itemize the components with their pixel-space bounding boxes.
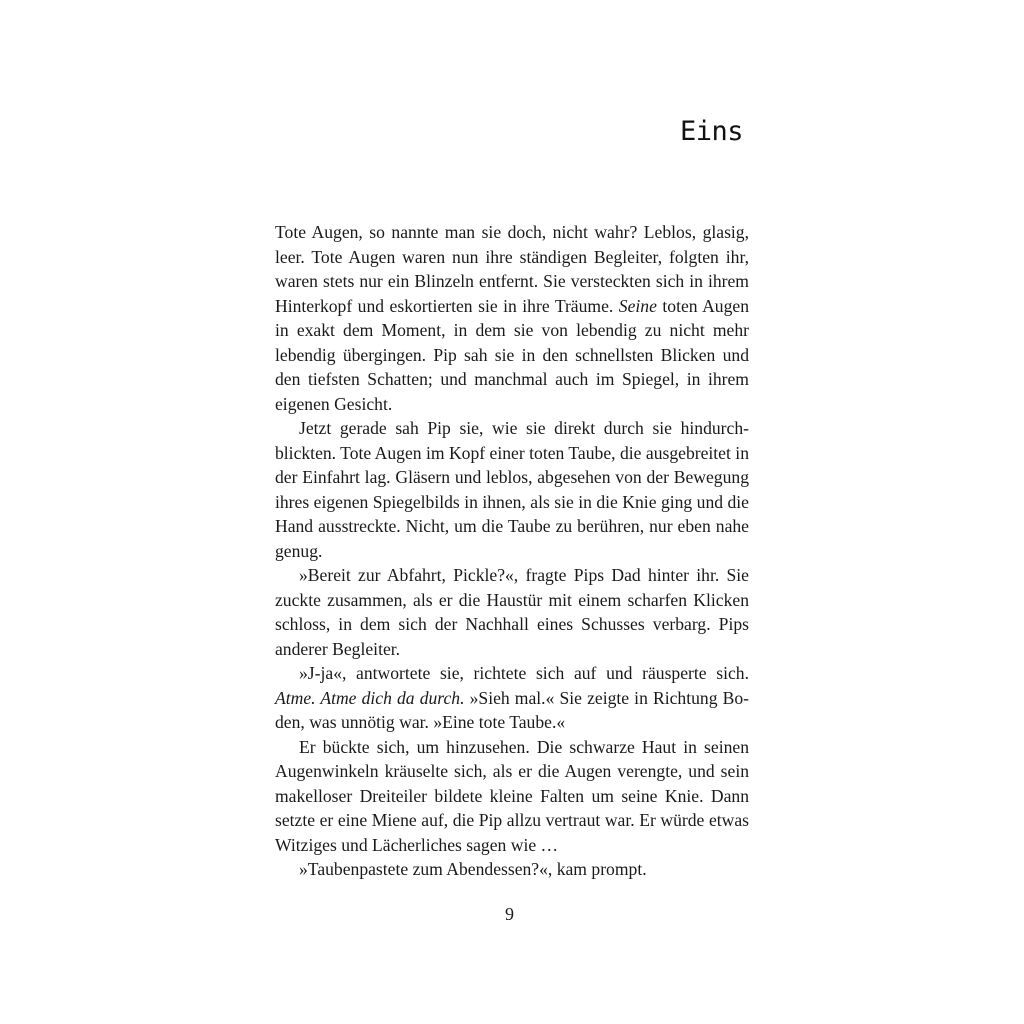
text-segment: toten Augen in exakt dem Moment, in dem sie von lebendig zu nicht mehr lebendig übergingen. Pip sah sie in den schnellsten Blicken und den tiefsten Schatten; und manchmal auch im Spiegel, in ihrem eigenen Gesicht. <box>275 295 749 414</box>
page-number: 9 <box>505 904 514 924</box>
italic-segment: Seine <box>618 295 657 316</box>
paragraph <box>275 661 749 735</box>
text-segment: »Taubenpastete zum Abendessen?«, kam prompt. <box>299 859 647 879</box>
chapter-title: Eins <box>679 116 743 147</box>
paragraph <box>275 735 749 858</box>
text-segment: Jetzt gerade sah Pip sie, wie sie direkt durch sie hindurchblickten. Tote Augen im Kopf einer toten Taube, die ausgebreitet in der Einfahrt lag. Gläsern und leblos, abgesehen von der Bewegung ihres eigenen Spiegelbilds in ihnen, als sie in die Knie ging und die Hand ausstreckte. Nicht, um die Taube zu berühren, nur eben nahe genug. <box>275 418 749 561</box>
text-segment: »Bereit zur Abfahrt, Pickle?«, fragte Pips Dad hinter ihr. Sie zuckte zusammen, als er die Haustür mit einem scharfen Klicken schloss, in dem sich der Nachhall eines Schusses verbarg. Pips anderer Begleiter. <box>275 565 749 659</box>
text-segment: Er bückte sich, um hinzusehen. Die schwarze Haut in seinen Augenwinkeln kräuselte sich, als er die Augen verengte, und sein makelloser Dreiteiler bildete kleine Falten um seine Knie. Dann setzte er eine Miene auf, die Pip allzu vertraut war. Er würde etwas Witziges und Lächerliches sagen wie … <box>275 736 749 855</box>
body-text <box>275 220 749 882</box>
paragraph <box>275 220 749 416</box>
paragraph <box>275 416 749 563</box>
text-segment: »J-ja«, antwortete sie, richtete sich auf und räusperte sich. <box>299 663 749 683</box>
text-segment: »Sieh mal.« Sie zeigte in Richtung Boden, was unnötig war. »Eine tote Taube.« <box>275 687 749 732</box>
paragraph <box>275 563 749 661</box>
text-segment: Tote Augen, so nannte man sie doch, nicht wahr? Leblos, glasig, leer. Tote Augen waren nun ihre ständigen Begleiter, folgten ihr, waren stets nur ein Blinzeln entfernt. Sie versteckten sich in ihrem Hinterkopf und eskortierten sie in ihre Träume. <box>275 222 749 316</box>
paragraph <box>275 857 749 882</box>
italic-segment: Atme. Atme dich da durch. <box>275 687 465 708</box>
